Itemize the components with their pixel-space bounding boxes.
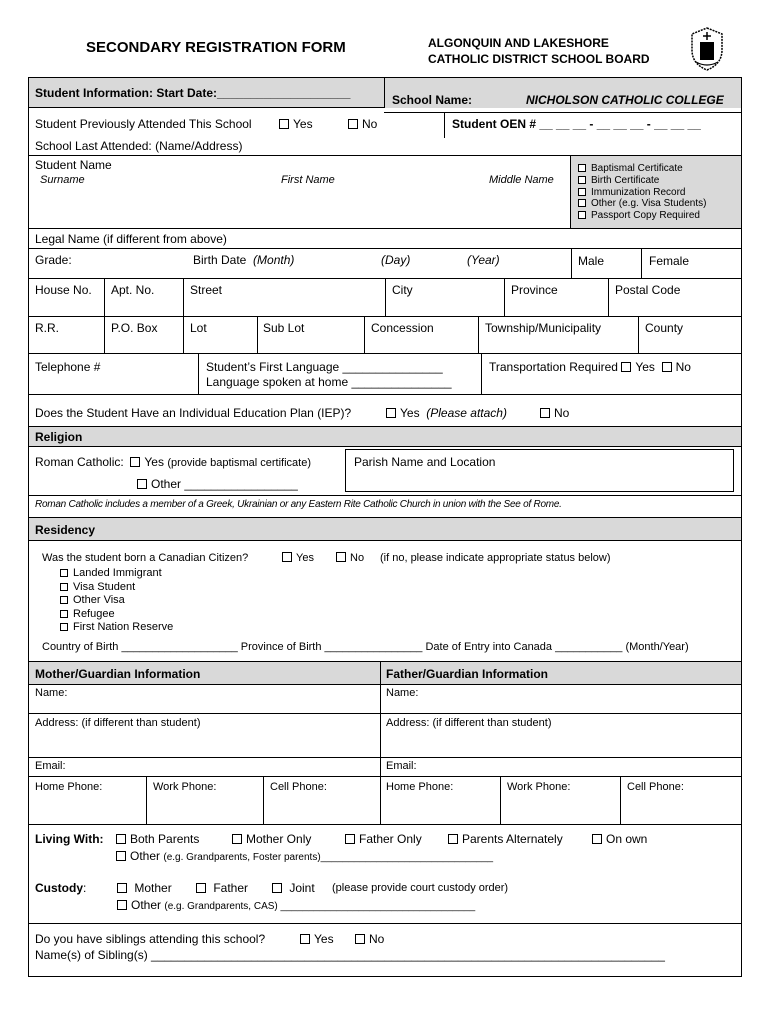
previously-attended-label: Student Previously Attended This School: [35, 117, 252, 131]
checkbox-icon: [60, 569, 68, 577]
school-name-value: NICHOLSON CATHOLIC COLLEGE: [526, 93, 724, 107]
transportation-required: Transportation Required Yes No: [489, 360, 691, 374]
birth-year-field[interactable]: (Year): [467, 253, 500, 267]
mother-section-title: Mother/Guardian Information: [35, 667, 201, 681]
grade-field[interactable]: Grade:: [35, 253, 72, 267]
student-name-label: Student Name: [35, 158, 112, 172]
required-documents-list: [578, 163, 706, 222]
sub-lot-field[interactable]: Sub Lot: [263, 321, 305, 335]
birth-date-label: Birth Date (Month): [193, 253, 295, 267]
checkbox-icon: [578, 164, 586, 172]
previously-attended-yes[interactable]: Yes: [279, 117, 313, 131]
iep-question: Does the Student Have an Individual Education Plan (IEP)?: [35, 406, 352, 420]
father-address-field[interactable]: Address: (if different than student): [386, 717, 552, 729]
board-name-line2: CATHOLIC DISTRICT SCHOOL BOARD: [428, 52, 650, 66]
checkbox-icon: [386, 408, 396, 418]
custody-joint[interactable]: Joint: [272, 881, 315, 895]
living-with-label: Living With:: [35, 832, 104, 846]
custody-mother[interactable]: Mother: [117, 881, 172, 895]
house-number-field[interactable]: House No.: [35, 283, 92, 297]
surname-field[interactable]: Surname: [40, 174, 85, 186]
city-field[interactable]: City: [392, 283, 413, 297]
township-field[interactable]: Township/Municipality: [485, 321, 602, 335]
apartment-number-field[interactable]: Apt. No.: [111, 283, 155, 297]
school-board-crest-icon: [688, 26, 726, 72]
middle-name-field[interactable]: Middle Name: [489, 174, 554, 186]
custody-label: Custody:: [35, 881, 87, 895]
checkbox-icon: [300, 934, 310, 944]
status-refugee[interactable]: Refugee: [60, 608, 173, 622]
checkbox-icon: [592, 834, 602, 844]
checkbox-icon: [540, 408, 550, 418]
checkbox-icon: [116, 834, 126, 844]
checkbox-icon: [60, 623, 68, 631]
checkbox-icon[interactable]: [621, 362, 631, 372]
checkbox-icon: [117, 900, 127, 910]
father-cell-phone-field[interactable]: Cell Phone:: [627, 781, 684, 793]
father-work-phone-field[interactable]: Work Phone:: [507, 781, 571, 793]
citizen-no[interactable]: No: [336, 552, 364, 564]
father-home-phone-field[interactable]: Home Phone:: [386, 781, 454, 793]
checkbox-icon: [348, 119, 358, 129]
mother-work-phone-field[interactable]: Work Phone:: [153, 781, 217, 793]
living-father-only[interactable]: Father Only: [345, 832, 422, 846]
checkbox-icon: [448, 834, 458, 844]
first-language-field[interactable]: Student’s First Language _______________: [206, 360, 443, 374]
checkbox-icon: [578, 188, 586, 196]
custody-other[interactable]: Other (e.g. Grandparents, CAS) ___________________________________: [117, 898, 475, 912]
residency-status-list: [60, 567, 173, 635]
living-other[interactable]: Other (e.g. Grandparents, Foster parents)_______________________________: [116, 849, 493, 863]
status-landed-immigrant[interactable]: Landed Immigrant: [60, 567, 173, 581]
custody-father[interactable]: Father: [196, 881, 248, 895]
doc-birth-certificate[interactable]: Birth Certificate: [578, 175, 706, 187]
custody-joint-note: (please provide court custody order): [332, 882, 509, 894]
checkbox-icon[interactable]: [662, 362, 672, 372]
province-field[interactable]: Province: [511, 283, 558, 297]
checkbox-icon: [282, 552, 292, 562]
male-option[interactable]: Male: [578, 254, 605, 268]
residency-section-title: Residency: [35, 523, 96, 537]
checkbox-icon: [196, 883, 206, 893]
siblings-question: Do you have siblings attending this school?: [35, 932, 266, 946]
roman-catholic-label: Roman Catholic: Yes (provide baptismal certificate): [35, 455, 311, 469]
living-both-parents[interactable]: Both Parents: [116, 832, 199, 846]
religion-other[interactable]: Other _________________: [137, 477, 298, 491]
parish-name-label: Parish Name and Location: [354, 455, 496, 469]
first-name-field[interactable]: First Name: [281, 174, 335, 186]
mother-cell-phone-field[interactable]: Cell Phone:: [270, 781, 327, 793]
birth-country-province-entry-line[interactable]: Country of Birth ___________________ Province of Birth ________________ Date of Entry into Canada ___________ (Month/Year): [42, 641, 689, 653]
checkbox-icon: [117, 883, 127, 893]
checkbox-icon: [578, 176, 586, 184]
mother-address-field[interactable]: Address: (if different than student): [35, 717, 201, 729]
concession-field[interactable]: Concession: [371, 321, 434, 335]
father-section-title: Father/Guardian Information: [386, 667, 549, 681]
checkbox-icon: [578, 211, 586, 219]
citizen-if-no-note: (if no, please indicate appropriate status below): [380, 552, 611, 564]
father-email-field[interactable]: Email:: [386, 760, 417, 772]
siblings-no[interactable]: No: [355, 932, 384, 946]
female-option[interactable]: Female: [649, 254, 690, 268]
doc-immunization-record[interactable]: Immunization Record: [578, 187, 706, 199]
po-box-field[interactable]: P.O. Box: [111, 321, 158, 335]
checkbox-icon: [345, 834, 355, 844]
siblings-yes[interactable]: Yes: [300, 932, 334, 946]
doc-baptismal-certificate[interactable]: Baptismal Certificate: [578, 163, 706, 175]
living-parents-alternately[interactable]: Parents Alternately: [448, 832, 563, 846]
home-language-field[interactable]: Language spoken at home _______________: [206, 375, 452, 389]
form-title: SECONDARY REGISTRATION FORM: [86, 39, 346, 56]
county-field[interactable]: County: [645, 321, 684, 335]
school-last-attended-field[interactable]: School Last Attended: (Name/Address): [35, 139, 243, 153]
street-field[interactable]: Street: [190, 283, 223, 297]
canadian-citizen-question: Was the student born a Canadian Citizen?: [42, 552, 249, 564]
doc-other[interactable]: Other (e.g. Visa Students): [578, 198, 706, 210]
checkbox-icon: [336, 552, 346, 562]
sibling-names-field[interactable]: Name(s) of Sibling(s) _____________________________________________________________________________: [35, 948, 665, 962]
mother-home-phone-field[interactable]: Home Phone:: [35, 781, 103, 793]
status-other-visa[interactable]: Other Visa: [60, 594, 173, 608]
postal-code-field[interactable]: Postal Code: [615, 283, 681, 297]
checkbox-icon: [60, 583, 68, 591]
father-name-field[interactable]: Name:: [386, 687, 419, 699]
mother-email-field[interactable]: Email:: [35, 760, 66, 772]
school-name-label: School Name:: [392, 93, 473, 107]
iep-no[interactable]: No: [540, 406, 569, 420]
living-mother-only[interactable]: Mother Only: [232, 832, 311, 846]
status-first-nation-reserve[interactable]: First Nation Reserve: [60, 621, 173, 635]
living-on-own[interactable]: On own: [592, 832, 647, 846]
legal-name-field[interactable]: Legal Name (if different from above): [35, 232, 227, 246]
checkbox-icon: [578, 199, 586, 207]
checkbox-icon: [232, 834, 242, 844]
iep-yes[interactable]: Yes (Please attach): [386, 406, 507, 420]
birth-day-field[interactable]: (Day): [381, 253, 411, 267]
religion-section-title: Religion: [35, 430, 83, 444]
checkbox-icon: [60, 596, 68, 604]
checkbox-icon: [137, 479, 147, 489]
status-visa-student[interactable]: Visa Student: [60, 581, 173, 595]
telephone-field[interactable]: Telephone #: [35, 360, 101, 374]
student-oen-field[interactable]: Student OEN # __ __ __ - __ __ __ - __ __ __: [452, 117, 701, 131]
mother-name-field[interactable]: Name:: [35, 687, 68, 699]
checkbox-icon: [279, 119, 289, 129]
checkbox-icon: [60, 610, 68, 618]
roman-catholic-note: Roman Catholic includes a member of a Greek, Ukrainian or any Eastern Rite Catholic Church in union with the See of Rome.: [35, 499, 562, 510]
board-name-line1: ALGONQUIN AND LAKESHORE: [428, 36, 609, 50]
checkbox-icon: [355, 934, 365, 944]
citizen-yes[interactable]: Yes: [282, 552, 314, 564]
previously-attended-no[interactable]: No: [348, 117, 377, 131]
lot-field[interactable]: Lot: [190, 321, 207, 335]
checkbox-icon: [272, 883, 282, 893]
checkbox-icon[interactable]: [130, 457, 140, 467]
rural-route-field[interactable]: R.R.: [35, 321, 59, 335]
checkbox-icon: [116, 851, 126, 861]
doc-passport-copy[interactable]: Passport Copy Required: [578, 210, 706, 222]
start-date-field[interactable]: Student Information: Start Date:____________________: [35, 86, 351, 100]
